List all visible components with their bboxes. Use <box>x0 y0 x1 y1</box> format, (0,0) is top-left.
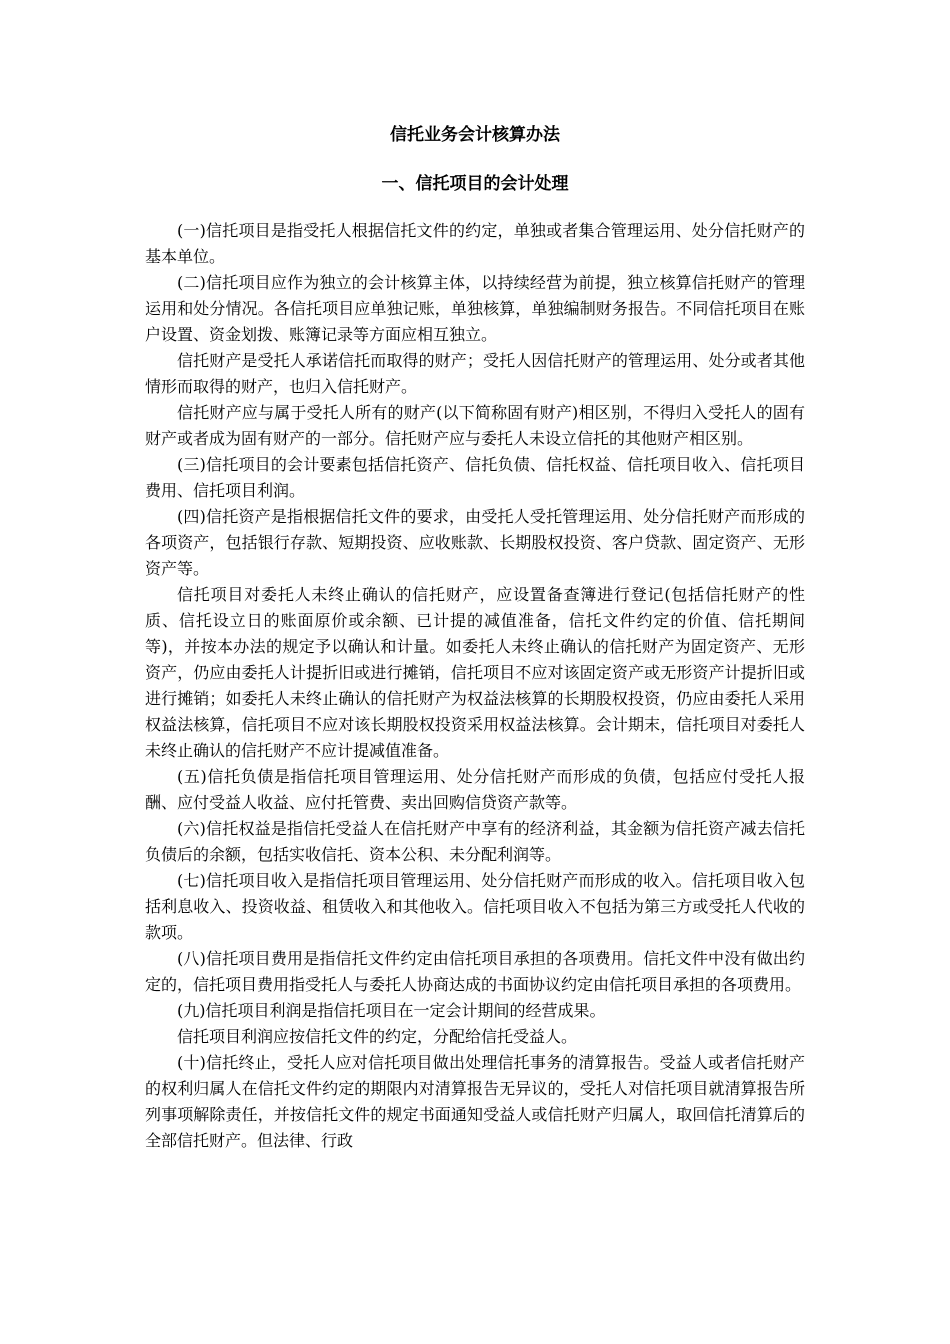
paragraph-6: (四)信托资产是指根据信托文件的要求，由受托人受托管理运用、处分信托财产而形成的各项资产，包括银行存款、短期投资、应收账款、长期股权投资、客户贷款、固定资产、无形资产等。 <box>145 507 805 578</box>
paragraph-13: 信托项目利润应按信托文件的约定，分配给信托受益人。 <box>177 1027 578 1046</box>
document-page <box>145 122 805 1154</box>
paragraph-1: (一)信托项目是指受托人根据信托文件的约定，单独或者集合管理运用、处分信托财产的基本单位。 <box>145 221 805 266</box>
paragraph-10: (七)信托项目收入是指信托项目管理运用、处分信托财产而形成的收入。信托项目收入包括利息收入、投资收益、租赁收入和其他收入。信托项目收入不包括为第三方或受托人代收的款项。 <box>145 871 805 942</box>
paragraph-12: (九)信托项目利润是指信托项目在一定会计期间的经营成果。 <box>177 1001 606 1020</box>
paragraph-8: (五)信托负债是指信托项目管理运用、处分信托财产而形成的负债，包括应付受托人报酬、应付受益人收益、应付托管费、卖出回购信贷资产款等。 <box>145 767 805 812</box>
paragraph-7: 信托项目对委托人未终止确认的信托财产，应设置备查簿进行登记(包括信托财产的性质、信托设立日的账面原价或余额、已计提的减值准备，信托文件约定的价值、信托期间等)，并按本办法的规定予以确认和计量。如委托人未终止确认的信托财产为固定资产、无形资产，仍应由委托人计提折旧或进行摊销，信托项目不应对该固定资产或无形资产计提折旧或进行摊销；如委托人未终止确认的信托财产为权益法核算的长期股权投资，仍应由委托人采用权益法核算，信托项目不应对该长期股权投资采用权益法核算。会计期末，信托项目对委托人未终止确认的信托财产不应计提减值准备。 <box>145 585 805 760</box>
paragraph-11: (八)信托项目费用是指信托文件约定由信托项目承担的各项费用。信托文件中没有做出约定的，信托项目费用指受托人与委托人协商达成的书面协议约定由信托项目承担的各项费用。 <box>145 949 805 994</box>
paragraph-4: 信托财产应与属于受托人所有的财产(以下简称固有财产)相区别，不得归入受托人的固有财产或者成为固有财产的一部分。信托财产应与委托人未设立信托的其他财产相区别。 <box>145 403 805 448</box>
paragraph-9: (六)信托权益是指信托受益人在信托财产中享有的经济利益，其金额为信托资产减去信托负债后的余额，包括实收信托、资本公积、未分配利润等。 <box>145 819 805 864</box>
paragraph-5: (三)信托项目的会计要素包括信托资产、信托负债、信托权益、信托项目收入、信托项目费用、信托项目利润。 <box>145 455 805 500</box>
section-heading: 一、信托项目的会计处理 <box>381 174 569 194</box>
paragraph-3: 信托财产是受托人承诺信托而取得的财产；受托人因信托财产的管理运用、处分或者其他情形而取得的财产，也归入信托财产。 <box>145 351 805 396</box>
paragraph-2: (二)信托项目应作为独立的会计核算主体，以持续经营为前提，独立核算信托财产的管理运用和处分情况。各信托项目应单独记账，单独核算，单独编制财务报告。不同信托项目在账户设置、资金划拨、账簿记录等方面应相互独立。 <box>145 273 805 344</box>
document-title: 信托业务会计核算办法 <box>390 125 560 145</box>
document-body <box>145 218 805 1154</box>
paragraph-14: (十)信托终止，受托人应对信托项目做出处理信托事务的清算报告。受益人或者信托财产的权利归属人在信托文件约定的期限内对清算报告无异议的，受托人对信托项目就清算报告所列事项解除责任，并按信托文件的规定书面通知受益人或信托财产归属人，取回信托清算后的全部信托财产。但法律、行政 <box>145 1053 805 1150</box>
